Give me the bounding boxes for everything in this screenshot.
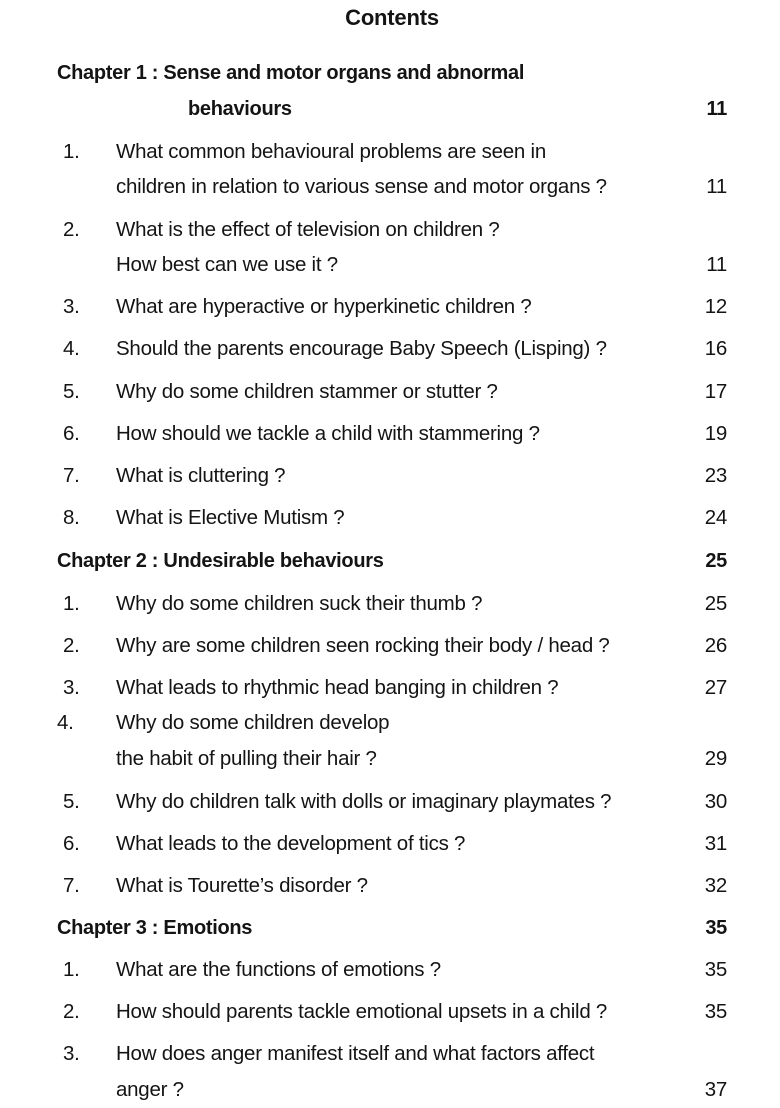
entry-title: Why do children talk with dolls or imaginary playmates ?: [116, 790, 612, 813]
entry-page-number: 23: [704, 464, 727, 487]
entry-title-continued: How best can we use it ?: [116, 253, 338, 276]
chapter-3-heading: [0, 913, 780, 943]
chapter-2-heading: [0, 546, 780, 576]
entry-number: 3.: [63, 676, 80, 699]
toc-entry: [0, 419, 780, 449]
toc-entry: [0, 673, 780, 703]
entry-title: What leads to rhythmic head banging in children ?: [116, 676, 559, 699]
entry-title: What is the effect of television on children ?: [116, 218, 500, 241]
toc-entry-line: [0, 1075, 780, 1105]
entry-title: What is Tourette’s disorder ?: [116, 874, 368, 897]
toc-entry: [0, 631, 780, 661]
entry-title: How does anger manifest itself and what factors affect: [116, 1042, 595, 1065]
toc-entry-line: [0, 1039, 780, 1069]
entry-number: 5.: [63, 790, 80, 813]
toc-entry-line: [0, 137, 780, 167]
entry-title: Why do some children stammer or stutter ?: [116, 380, 498, 403]
entry-page-number: 11: [706, 253, 727, 276]
entry-page-number: 26: [704, 634, 727, 657]
entry-page-number: 32: [704, 874, 727, 897]
chapter-page-number: 25: [705, 550, 727, 572]
entry-title: What leads to the development of tics ?: [116, 832, 466, 855]
entry-number: 7.: [63, 464, 80, 487]
entry-number: 6.: [63, 422, 80, 445]
toc-entry: [0, 997, 780, 1027]
entry-page-number: 24: [704, 506, 727, 529]
toc-entry-line: [0, 172, 780, 202]
entry-page-number: 35: [704, 958, 727, 981]
entry-title: How should parents tackle emotional upsets in a child ?: [116, 1000, 608, 1023]
entry-number: 3.: [63, 1042, 80, 1065]
entry-number: 5.: [63, 380, 80, 403]
chapter-page-number: 11: [706, 98, 727, 120]
entry-title: What common behavioural problems are seen in: [116, 140, 546, 163]
entry-number: 6.: [63, 832, 80, 855]
entry-number: 2.: [63, 634, 80, 657]
entry-title: Why are some children seen rocking their body / head ?: [116, 634, 610, 657]
toc-entry: [0, 955, 780, 985]
entry-title: What are hyperactive or hyperkinetic children ?: [116, 295, 532, 318]
entry-number: 2.: [63, 218, 80, 241]
entry-number: 8.: [63, 506, 80, 529]
toc-entry-line: [0, 708, 780, 738]
toc-entry: [0, 871, 780, 901]
chapter-title: Chapter 2 : Undesirable behaviours: [57, 550, 384, 572]
entry-title: How should we tackle a child with stammering ?: [116, 422, 540, 445]
entry-number: 7.: [63, 874, 80, 897]
entry-number: 3.: [63, 295, 80, 318]
chapter-heading-line: [0, 58, 780, 88]
entry-title-continued: anger ?: [116, 1078, 184, 1101]
contents-title: Contents: [345, 5, 439, 30]
chapter-title: Chapter 1 : Sense and motor organs and abnormal: [57, 62, 525, 84]
entry-page-number: 29: [704, 747, 727, 770]
chapter-title: Chapter 3 : Emotions: [57, 917, 253, 939]
chapter-page-number: 35: [705, 917, 727, 939]
entry-number: 4.: [57, 711, 74, 734]
entry-title: What is cluttering ?: [116, 464, 286, 487]
toc-entry-line: [0, 215, 780, 245]
entry-page-number: 37: [704, 1078, 727, 1101]
entry-page-number: 17: [704, 380, 727, 403]
entry-title-continued: the habit of pulling their hair ?: [116, 747, 377, 770]
entry-page-number: 19: [704, 422, 727, 445]
toc-entry: [0, 377, 780, 407]
chapter-heading-line: [0, 94, 780, 124]
entry-page-number: 35: [704, 1000, 727, 1023]
entry-number: 2.: [63, 1000, 80, 1023]
toc-entry: [0, 334, 780, 364]
entry-page-number: 31: [704, 832, 727, 855]
entry-page-number: 16: [704, 337, 727, 360]
entry-title: What are the functions of emotions ?: [116, 958, 441, 981]
toc-entry-line: [0, 250, 780, 280]
entry-number: 1.: [63, 592, 80, 615]
toc-entry: [0, 787, 780, 817]
entry-title: Should the parents encourage Baby Speech (Lisping) ?: [116, 337, 607, 360]
entry-number: 4.: [63, 337, 80, 360]
chapter-title-continued: behaviours: [188, 98, 292, 120]
toc-entry: [0, 292, 780, 322]
toc-entry: [0, 503, 780, 533]
entry-page-number: 27: [704, 676, 727, 699]
entry-title-continued: children in relation to various sense and motor organs ?: [116, 175, 607, 198]
toc-entry: [0, 461, 780, 491]
entry-page-number: 12: [704, 295, 727, 318]
entry-number: 1.: [63, 958, 80, 981]
entry-title: Why do some children suck their thumb ?: [116, 592, 483, 615]
entry-title: What is Elective Mutism ?: [116, 506, 345, 529]
toc-entry: [0, 589, 780, 619]
entry-number: 1.: [63, 140, 80, 163]
entry-page-number: 30: [704, 790, 727, 813]
entry-page-number: 25: [704, 592, 727, 615]
toc-entry: [0, 829, 780, 859]
entry-page-number: 11: [706, 175, 727, 198]
toc-entry-line: [0, 744, 780, 774]
entry-title: Why do some children develop: [116, 711, 390, 734]
